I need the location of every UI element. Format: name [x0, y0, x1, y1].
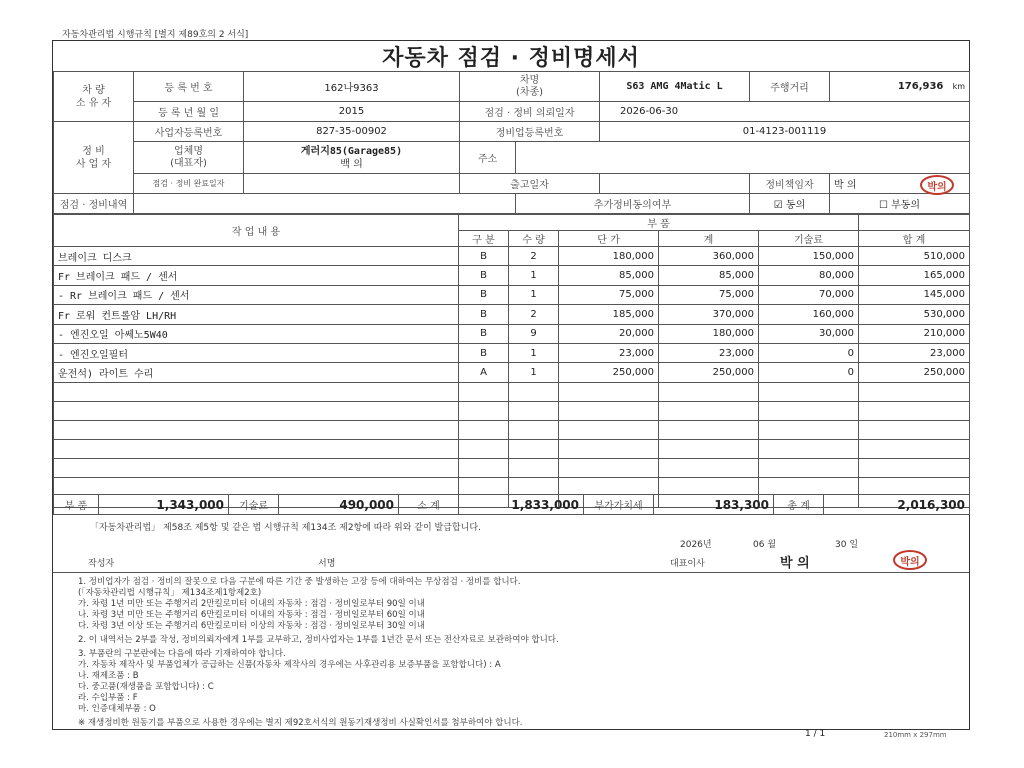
address-label: 주소: [460, 142, 516, 174]
row-work: - Rr 브레이크 패드 / 센서: [54, 285, 459, 304]
row-work: 운전석) 라이트 수리: [54, 363, 459, 382]
row-work: [54, 439, 459, 458]
owner-section-label: 차 량 소 유 자: [54, 72, 134, 122]
note-line: 다. 차령 3년 이상 또는 주행거리 6만킬로미터 이상의 자동차 : 점검 · 정비일로부터 30일 이내: [78, 621, 425, 631]
notes-divider: [53, 572, 969, 573]
work-detail-label: 점검 · 정비내역: [54, 194, 134, 214]
issue-month: 06 월: [753, 540, 777, 550]
issue-statement: 「자동차관리법」 제58조 제5항 및 같은 법 시행규칙 제134조 제2항에 따라 위와 같이 발급합니다.: [90, 523, 481, 533]
shop-name-cell: [244, 142, 460, 174]
head-sum: 계: [659, 231, 759, 247]
row-total: [859, 420, 970, 439]
row-work: - 엔진오일 아쎄노5W40: [54, 324, 459, 343]
row-type: B: [459, 343, 509, 362]
note-line: 2. 이 내역서는 2부를 작성, 정비의뢰자에게 1부를 교부하고, 정비사업자는 1부를 1년간 문서 또는 전산자료로 보관하여야 합니다.: [78, 635, 559, 645]
row-qty: 1: [509, 343, 559, 362]
mileage-label: 주행거리: [750, 72, 830, 102]
row-work: 브레이크 디스크: [54, 247, 459, 266]
row-qty: 2: [509, 247, 559, 266]
note-line: 3. 부품란의 구분란에는 다음에 따라 기재하여야 합니다.: [78, 649, 286, 659]
request-date-value: 2026-06-30: [600, 102, 970, 122]
reg-no-value: 162나9363: [244, 72, 460, 102]
header-info-table: [53, 71, 970, 214]
head-qty: 수 량: [509, 231, 559, 247]
row-labor: [759, 401, 859, 420]
row-total: [859, 401, 970, 420]
table-row: [54, 401, 970, 420]
vat-label: 부가가치세: [584, 495, 654, 515]
head-parts: 부 품: [459, 215, 859, 231]
row-type: [459, 420, 509, 439]
note-line: 가. 차령 1년 미만 또는 주행거리 2만킬로미터 이내의 자동차 : 점검 · 정비일로부터 90일 이내: [78, 599, 425, 609]
sign-label: 서명: [318, 559, 336, 569]
model-value: S63 AMG 4Matic L: [600, 72, 750, 102]
address-value: [516, 142, 970, 174]
biz-no-value: 827-35-00902: [244, 122, 460, 142]
ceo-name: 박 의: [780, 556, 810, 571]
note-line: 마. 인증대체부품 : O: [78, 704, 156, 714]
row-type: B: [459, 305, 509, 324]
note-line: ※ 재생정비한 원동기를 부품으로 사용한 경우에는 별지 제92호서식의 원동기재생정비 사실확인서를 첨부하여야 합니다.: [78, 718, 523, 728]
parts-total-label: 부 품: [54, 495, 99, 515]
row-unit: 85,000: [559, 266, 659, 285]
row-sum: [659, 439, 759, 458]
row-type: B: [459, 247, 509, 266]
writer-label: 작성자: [88, 559, 115, 569]
seal-stamp: 박의: [920, 175, 954, 195]
note-line: 라. 수입부품 : F: [78, 693, 138, 703]
note-line: 나. 재제조품 : B: [78, 671, 139, 681]
reg-year-value: 2015: [244, 102, 460, 122]
grand-total-value: 2,016,300: [824, 495, 970, 515]
extra-consent-label: 추가정비동의여부: [516, 194, 750, 214]
subtotal-label: 소 계: [399, 495, 459, 515]
row-type: [459, 382, 509, 401]
model-label: 차명 (차종): [460, 72, 600, 102]
row-total: 510,000: [859, 247, 970, 266]
table-row: [54, 343, 970, 362]
row-total: [859, 458, 970, 477]
row-sum: 360,000: [659, 247, 759, 266]
row-sum: [659, 401, 759, 420]
row-total: 165,000: [859, 266, 970, 285]
shop-reg-label: 정비업등록번호: [460, 122, 600, 142]
row-qty: [509, 439, 559, 458]
row-sum: [659, 382, 759, 401]
row-total: 210,000: [859, 324, 970, 343]
notes-list: [78, 577, 559, 729]
row-type: A: [459, 363, 509, 382]
row-sum: 75,000: [659, 285, 759, 304]
row-type: B: [459, 266, 509, 285]
labor-total-value: 490,000: [279, 495, 399, 515]
head-work: 작 업 내 용: [54, 215, 459, 247]
totals-table: [53, 494, 970, 515]
mileage-cell: [830, 72, 970, 102]
vat-value: 183,300: [654, 495, 774, 515]
parts-total-value: 1,343,000: [99, 495, 229, 515]
subtotal-value: 1,833,000: [459, 495, 584, 515]
row-sum: 370,000: [659, 305, 759, 324]
row-labor: 70,000: [759, 285, 859, 304]
row-qty: [509, 382, 559, 401]
row-type: [459, 458, 509, 477]
head-labor: 기술료: [759, 231, 859, 247]
row-unit: 180,000: [559, 247, 659, 266]
row-total: [859, 439, 970, 458]
row-total: 530,000: [859, 305, 970, 324]
shop-name-value: 게러지85(Garage85): [300, 145, 403, 157]
row-unit: 23,000: [559, 343, 659, 362]
row-type: B: [459, 285, 509, 304]
row-work: [54, 458, 459, 477]
row-qty: 1: [509, 266, 559, 285]
issue-day: 30 일: [835, 540, 859, 550]
form-caption: 자동차관리법 시행규칙 [별지 제89호의 2 서식]: [62, 30, 249, 40]
head-unit: 단 가: [559, 231, 659, 247]
row-total: 23,000: [859, 343, 970, 362]
note-line: 가. 자동차 제작사 및 부품업체가 공급하는 신품(자동차 제작사의 경우에는 사후관리용 보증부품을 포함합니다) : A: [78, 660, 501, 670]
row-work: Fr 브레이크 패드 / 센서: [54, 266, 459, 285]
head-total-top: [859, 215, 970, 231]
release-value: [600, 174, 750, 194]
row-type: [459, 401, 509, 420]
row-qty: [509, 458, 559, 477]
ceo-label: 대표이사: [670, 559, 705, 569]
release-label: 출고일자: [460, 174, 600, 194]
table-row: [54, 305, 970, 324]
row-type: [459, 439, 509, 458]
table-row: [54, 420, 970, 439]
completion-value: [244, 174, 460, 194]
biz-no-label: 사업자등록번호: [134, 122, 244, 142]
mileage-unit: km: [952, 82, 965, 91]
row-unit: [559, 420, 659, 439]
ceo-seal-stamp: 박의: [893, 550, 927, 570]
row-qty: 9: [509, 324, 559, 343]
reg-no-label: 등 록 번 호: [134, 72, 244, 102]
row-unit: [559, 458, 659, 477]
row-work: [54, 382, 459, 401]
reg-year-label: 등 록 년 월 일: [134, 102, 244, 122]
row-sum: 23,000: [659, 343, 759, 362]
paper-size: 210mm x 297mm: [884, 731, 947, 739]
table-row: [54, 363, 970, 382]
table-row: [54, 266, 970, 285]
row-sum: 85,000: [659, 266, 759, 285]
page-number: 1 / 1: [805, 729, 826, 739]
row-sum: [659, 420, 759, 439]
row-labor: 0: [759, 343, 859, 362]
document-title: 자동차 점검 · 정비명세서: [53, 41, 969, 72]
row-sum: 180,000: [659, 324, 759, 343]
table-row: [54, 458, 970, 477]
issue-year: 2026년: [680, 540, 712, 550]
row-unit: [559, 401, 659, 420]
row-labor: [759, 458, 859, 477]
row-work: [54, 401, 459, 420]
table-row: [54, 439, 970, 458]
head-total: 합 계: [859, 231, 970, 247]
note-line: 나. 차령 3년 미만 또는 주행거리 6만킬로미터 이내의 자동차 : 점검 · 정비일로부터 60일 이내: [78, 610, 425, 620]
row-unit: [559, 382, 659, 401]
row-unit: 185,000: [559, 305, 659, 324]
row-labor: 80,000: [759, 266, 859, 285]
row-sum: 250,000: [659, 363, 759, 382]
manager-label: 정비책임자: [750, 174, 830, 194]
head-type: 구 분: [459, 231, 509, 247]
row-qty: [509, 420, 559, 439]
mileage-value: 176,936: [897, 81, 944, 92]
shop-reg-value: 01-4123-001119: [600, 122, 970, 142]
row-labor: 30,000: [759, 324, 859, 343]
row-qty: 1: [509, 285, 559, 304]
note-line: 다. 중고품(재생품을 포함합니다) : C: [78, 682, 214, 692]
work-items-table: [53, 214, 970, 508]
manager-value: 박 의: [830, 174, 970, 194]
row-total: 250,000: [859, 363, 970, 382]
note-line: 1. 정비업자가 점검 · 정비의 잘못으로 다음 구분에 따른 기간 중 발생하는 고장 등에 대하여는 무상점검 · 정비를 합니다.: [78, 577, 521, 587]
shop-rep-value: 백 의: [340, 158, 363, 170]
consent-yes: ☑ 동의: [750, 194, 830, 214]
grand-total-label: 총 계: [774, 495, 824, 515]
request-date-label: 점검 · 정비 의뢰일자: [460, 102, 600, 122]
row-qty: [509, 401, 559, 420]
table-row: [54, 247, 970, 266]
row-labor: 150,000: [759, 247, 859, 266]
row-labor: [759, 382, 859, 401]
row-type: B: [459, 324, 509, 343]
row-labor: 160,000: [759, 305, 859, 324]
consent-no: ☐ 부동의: [830, 194, 970, 214]
row-unit: 20,000: [559, 324, 659, 343]
note-line: (「자동차관리법 시행규칙」 제134조제1항제2호): [78, 588, 262, 598]
row-work: - 엔진오일필터: [54, 343, 459, 362]
row-unit: 250,000: [559, 363, 659, 382]
row-unit: 75,000: [559, 285, 659, 304]
row-unit: [559, 439, 659, 458]
row-sum: [659, 458, 759, 477]
shop-section-label: 정 비 사 업 자: [54, 122, 134, 194]
row-total: [859, 382, 970, 401]
labor-total-label: 기술료: [229, 495, 279, 515]
row-labor: 0: [759, 363, 859, 382]
row-work: [54, 420, 459, 439]
table-row: [54, 285, 970, 304]
row-labor: [759, 439, 859, 458]
row-labor: [759, 420, 859, 439]
table-row: [54, 382, 970, 401]
row-qty: 1: [509, 363, 559, 382]
completion-label: 점검 · 정비 완료일자: [134, 174, 244, 194]
row-qty: 2: [509, 305, 559, 324]
work-detail-value: [134, 194, 516, 214]
row-work: Fr 로워 컨트롤암 LH/RH: [54, 305, 459, 324]
shop-name-label: 업체명 (대표자): [134, 142, 244, 174]
table-row: [54, 324, 970, 343]
row-total: 145,000: [859, 285, 970, 304]
